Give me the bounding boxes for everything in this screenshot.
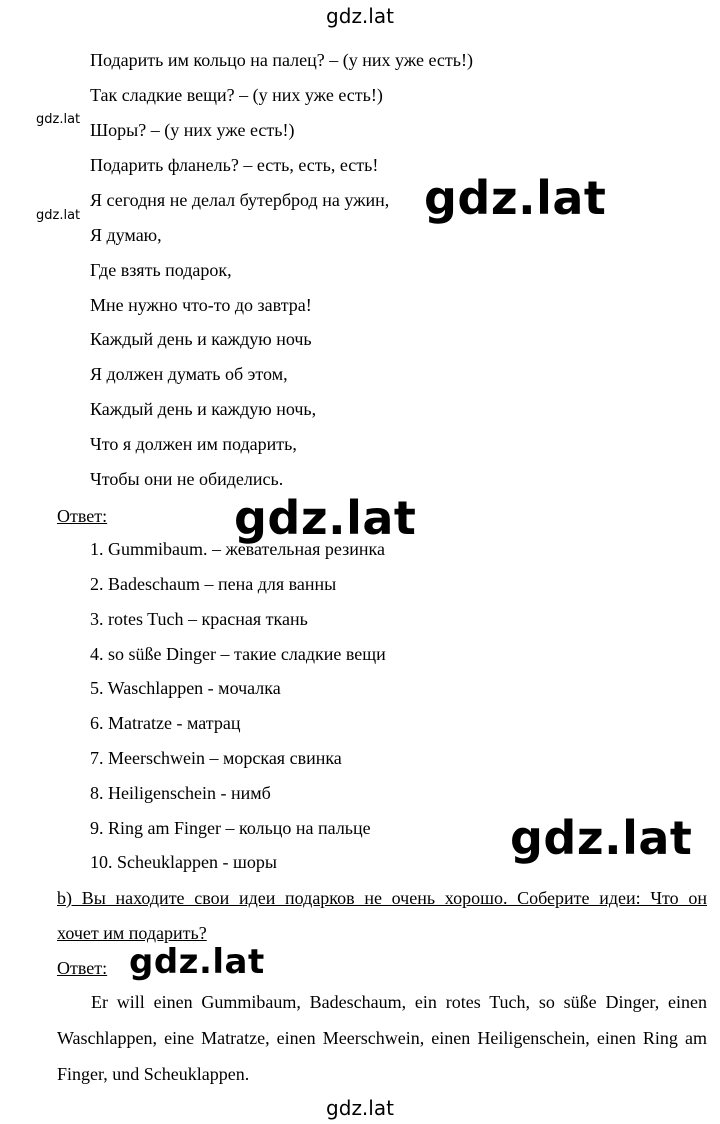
watermark-large: gdz.lat xyxy=(234,491,417,545)
answer-label: Ответ: xyxy=(57,506,108,526)
poem-line: Шоры? – (у них уже есть!) xyxy=(90,120,295,140)
task-b-line: b) Вы находите свои идеи подарков не очень хорошо. Соберите идеи: Что он xyxy=(57,888,707,908)
vocab-item: 8. Heiligenschein - нимб xyxy=(90,783,271,803)
vocab-item: 4. so süße Dinger – такие сладкие вещи xyxy=(90,644,386,664)
watermark-small: gdz.lat xyxy=(36,112,81,127)
vocab-item: 10. Scheuklappen - шоры xyxy=(90,852,277,872)
poem-line: Где взять подарок, xyxy=(90,260,232,280)
poem-line: Что я должен им подарить, xyxy=(90,434,297,454)
poem-line: Каждый день и каждую ночь xyxy=(90,329,312,349)
watermark-top: gdz.lat xyxy=(326,4,394,28)
answer-paragraph: Er will einen Gummibaum, Badeschaum, ein rotes Tuch, so süße Dinger, einen Waschlappen, eine Matratze, einen Meerschwein, einen Heiligenschein, einen Ring am Finger, und Scheuklappen. xyxy=(57,992,707,1084)
vocab-item: 1. Gummibaum. – жевательная резинка xyxy=(90,539,385,559)
watermark-bottom: gdz.lat xyxy=(326,1096,394,1120)
poem-line: Каждый день и каждую ночь, xyxy=(90,399,317,419)
poem-line: Подарить фланель? – есть, есть, есть! xyxy=(90,155,379,175)
vocab-item: 5. Waschlappen - мочалка xyxy=(90,678,281,698)
vocab-item: 7. Meerschwein – морская свинка xyxy=(90,748,342,768)
watermark-large: gdz.lat xyxy=(424,171,607,225)
watermark-small: gdz.lat xyxy=(36,208,81,223)
vocab-item: 6. Matratze - матрац xyxy=(90,713,241,733)
poem-line: Подарить им кольцо на палец? – (у них уже есть!) xyxy=(90,50,473,70)
poem-line: Чтобы они не обиделись. xyxy=(90,469,284,489)
poem-line: Я думаю, xyxy=(90,225,162,245)
poem-line: Я должен думать об этом, xyxy=(90,364,288,384)
watermark-large: gdz.lat xyxy=(510,811,693,865)
poem-line: Я сегодня не делал бутерброд на ужин, xyxy=(90,190,390,210)
answer-label: Ответ: xyxy=(57,958,108,978)
poem-line: Так сладкие вещи? – (у них уже есть!) xyxy=(90,85,383,105)
watermark-large: gdz.lat xyxy=(129,942,265,982)
vocab-item: 9. Ring am Finger – кольцо на пальце xyxy=(90,818,371,838)
vocab-item: 2. Badeschaum – пена для ванны xyxy=(90,574,337,594)
vocab-item: 3. rotes Tuch – красная ткань xyxy=(90,609,308,629)
poem-line: Мне нужно что-то до завтра! xyxy=(90,295,312,315)
task-b-line: хочет им подарить? xyxy=(57,923,207,943)
